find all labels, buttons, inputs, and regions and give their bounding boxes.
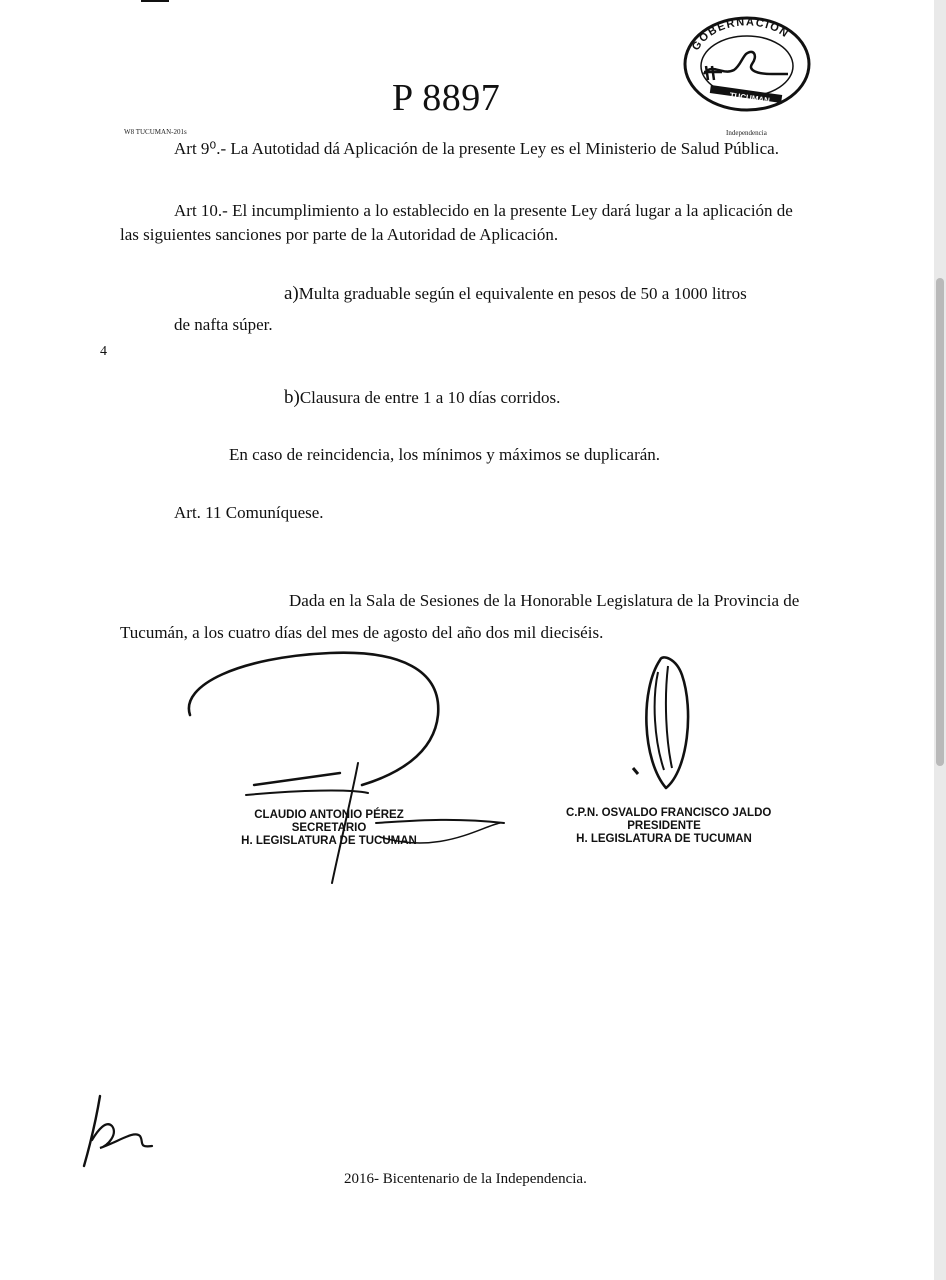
vertical-scrollbar[interactable]	[934, 0, 946, 1280]
closing-line-1: Dada en la Sala de Sesiones de la Honorable Legislatura de la Provincia de	[289, 591, 800, 610]
header-right-note: Independencia	[726, 129, 767, 137]
closing-line-2: Tucumán, a los cuatro días del mes de agosto del año dos mil dieciséis.	[120, 623, 604, 642]
right-signatory-block	[566, 807, 772, 846]
margin-page-number: 4	[100, 344, 107, 359]
right-signatory-name: C.P.N. OSVALDO FRANCISCO JALDO	[566, 807, 772, 819]
right-signatory-institution: H. LEGISLATURA DE TUCUMAN	[576, 833, 752, 845]
left-signatory-role: SECRETARIO	[291, 822, 367, 834]
article-10-line-1: Art 10.- El incumplimiento a lo establecido en la presente Ley dará lugar a la aplicación de	[174, 201, 793, 220]
item-a-text: Multa graduable según el equivalente en pesos de 50 a 1000 litros	[298, 284, 747, 303]
item-a	[284, 282, 747, 306]
reincidencia-paragraph: En caso de reincidencia, los mínimos y máximos se duplicarán.	[229, 445, 661, 464]
item-b-text: Clausura de entre 1 a 10 días corridos.	[299, 388, 561, 407]
left-signatory-block	[236, 809, 422, 848]
handwritten-initials	[78, 1090, 158, 1170]
scrollbar-thumb[interactable]	[936, 278, 944, 766]
official-stamp	[682, 14, 812, 114]
top-edge-mark	[141, 0, 169, 2]
footer-bicentenario: 2016- Bicentenario de la Independencia.	[344, 1171, 587, 1187]
article-10-line-2: las siguientes sanciones por parte de la Autoridad de Aplicación.	[120, 225, 559, 244]
svg-text:GOBERNACION: GOBERNACION	[689, 16, 792, 53]
item-a-continuation: de nafta súper.	[174, 315, 273, 334]
item-a-label: a)	[284, 283, 299, 304]
right-signature	[630, 650, 710, 800]
right-signatory-role: PRESIDENTE	[627, 820, 701, 832]
svg-text:TUCUMAN: TUCUMAN	[729, 90, 771, 106]
left-signature	[180, 645, 520, 890]
left-signatory-name: CLAUDIO ANTONIO PÉREZ	[254, 809, 404, 821]
article-11: Art. 11 Comuníquese.	[174, 503, 324, 522]
article-9: Art 9⁰.- La Autotidad dá Aplicación de la presente Ley es el Ministerio de Salud Pública.	[174, 139, 779, 158]
document-number: P 8897	[392, 77, 501, 119]
header-left-note: W8 TUCUMAN-201s	[124, 128, 187, 136]
item-b	[284, 386, 560, 410]
item-b-label: b)	[284, 387, 300, 408]
left-signatory-institution: H. LEGISLATURA DE TUCUMAN	[241, 835, 417, 847]
